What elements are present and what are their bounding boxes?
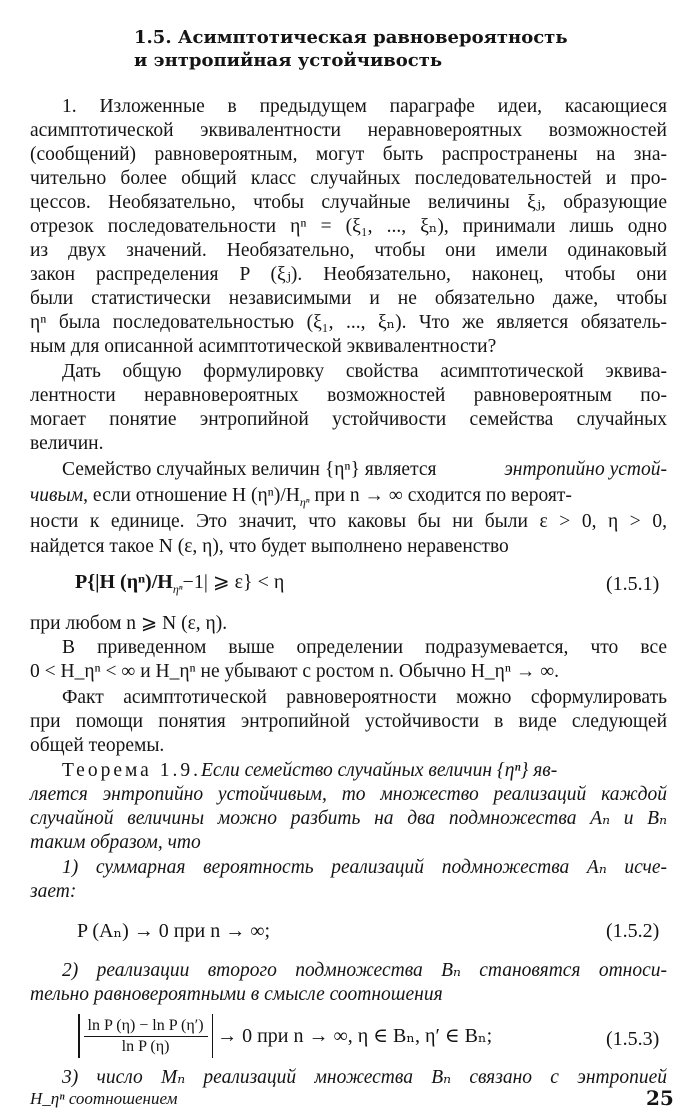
fraction-numerator: ln P (η) − ln P (η′) bbox=[84, 1018, 208, 1037]
paragraph-1-line-1: 1. Изложенные в предыдущем параграфе идеи, касающиеся bbox=[62, 96, 667, 117]
equation-number-1-5-3: (1.5.3) bbox=[606, 1028, 660, 1050]
theorem-label: Теорема 1.9. bbox=[62, 760, 201, 781]
paragraph-2-line-4: величин. bbox=[30, 433, 104, 454]
paragraph-3-line-1-text: Семейство случайных величин {ηⁿ} является bbox=[62, 459, 437, 480]
section-title-line-2: и энтропийная устойчивость bbox=[134, 50, 443, 71]
theorem-line-4: таким образом, что bbox=[30, 832, 201, 853]
theorem-line-2: ляется энтропийно устойчивым, то множество реализаций каждой bbox=[30, 784, 667, 805]
paragraph-1-line-3: (сообщений) равновероятным, могут быть распространены на зна- bbox=[30, 144, 667, 165]
section-title-line-1: 1.5. Асимптотическая равновероятность bbox=[134, 27, 568, 48]
page-number: 25 bbox=[646, 1086, 674, 1110]
paragraph-2-line-2: лентности неравновероятных возможностей равновероятным по- bbox=[30, 385, 667, 406]
paragraph-1-line-9: были статистически независимыми и не обязательно даже, чтобы bbox=[30, 288, 667, 309]
equation-number-1-5-1: (1.5.1) bbox=[606, 573, 660, 595]
paragraph-1-line-7: из двух значений. Необязательно, чтобы они имели одинаковый bbox=[30, 240, 667, 261]
equation-1-5-3-fraction bbox=[84, 1018, 208, 1055]
paragraph-3-ratio: , если отношение H (ηⁿ)/H bbox=[83, 485, 300, 506]
after-equation-1-text: при любом n ⩾ N (ε, η). bbox=[30, 613, 228, 634]
equation-1-5-3-right: → 0 при n → ∞, η ∈ Bₙ, η′ ∈ Bₙ; bbox=[217, 1025, 493, 1047]
theorem-line-1 bbox=[62, 761, 667, 781]
paragraph-2-line-1: Дать общую формулировку свойства асимптотической эквива- bbox=[62, 361, 667, 382]
paragraph-5-line-3: общей теоремы. bbox=[30, 735, 165, 756]
paragraph-5-line-2: при помощи понятия энтропийной устойчивости в виде следующей bbox=[30, 711, 667, 732]
paragraph-1-line-4: чительно более общий класс случайных последовательностей и про- bbox=[30, 168, 667, 189]
item-1-line-1: 1) суммарная вероятность реализаций подмножества Aₙ исче- bbox=[62, 857, 667, 878]
paragraph-3-line-1 bbox=[62, 460, 667, 480]
theorem-text-1: Если семейство случайных величин {ηⁿ} яв- bbox=[200, 760, 558, 781]
equation-1-5-1-right: −1| ⩾ ε} < η bbox=[182, 571, 285, 593]
paragraph-3-term: энтропийно устой- bbox=[504, 459, 667, 480]
equation-number-1-5-2: (1.5.2) bbox=[606, 920, 660, 942]
paragraph-1-line-10: ηⁿ была последовательностью (ξ₁, ..., ξₙ). Что же является обязатель- bbox=[30, 312, 667, 333]
equation-1-5-2: P (Aₙ) → 0 при n → ∞; bbox=[77, 920, 271, 942]
fraction-denominator: ln P (η) bbox=[121, 1037, 170, 1055]
paragraph-3-term-end: чивым bbox=[30, 485, 84, 506]
item-3-line-1: 3) число Mₙ реализаций множества Bₙ связано с энтропией bbox=[62, 1067, 667, 1088]
paragraph-1-line-2: асимптотической эквивалентности неравновероятных возможностей bbox=[30, 120, 667, 141]
equation-1-5-1-left: P{|H (ηⁿ)/H bbox=[75, 571, 173, 593]
paragraph-2-line-3: могает понятие энтропийной устойчивости семейства случайных bbox=[30, 409, 667, 430]
paragraph-5-line-1: Факт асимптотической равновероятности можно сформулировать bbox=[62, 687, 667, 708]
paragraph-3-line-3: ности к единице. Это значит, что каковы бы ни были ε > 0, η > 0, bbox=[30, 511, 667, 532]
theorem-line-3: случайной величины можно разбить на два подмножества Aₙ и Bₙ bbox=[30, 808, 667, 829]
item-3-line-2: H_ηⁿ соотношением bbox=[30, 1089, 178, 1108]
paragraph-1-line-6: отрезок последовательности ηⁿ = (ξ₁, ..., ξₙ), принимали лишь одно bbox=[30, 216, 667, 237]
item-2-line-1: 2) реализации второго подмножества Bₙ становятся относи- bbox=[62, 960, 667, 981]
item-2-line-2: тельно равновероятными в смысле соотношения bbox=[30, 984, 443, 1005]
paragraph-4-line-2: 0 < H_ηⁿ < ∞ и H_ηⁿ не убывают с ростом n. Обычно H_ηⁿ → ∞. bbox=[30, 661, 560, 682]
abs-bar-left bbox=[78, 1014, 80, 1058]
equation-1-5-3 bbox=[74, 1014, 492, 1058]
paragraph-1-line-11: ным для описанной асимптотической эквивалентности? bbox=[30, 336, 497, 357]
paragraph-3-limit: при n → ∞ сходится по вероят- bbox=[309, 485, 572, 506]
paragraph-4-line-1: В приведенном выше определении подразумевается, что все bbox=[62, 637, 667, 658]
paragraph-1-line-5: цессов. Необязательно, чтобы случайные величины ξⱼ, образующие bbox=[30, 192, 667, 213]
abs-bar-right bbox=[212, 1014, 214, 1058]
item-1-line-2: зает: bbox=[30, 881, 77, 902]
paragraph-1-line-8: закон распределения P (ξⱼ). Необязательно, наконец, чтобы они bbox=[30, 264, 667, 285]
paragraph-3-line-2: чивым, если отношение H $(\eta^n)/H_{\eta^n}$ при n → ∞ сходится по вероят- bbox=[30, 485, 572, 509]
paragraph-3-line-4: найдется такое N (ε, η), что будет выполнено неравенство bbox=[30, 536, 509, 557]
equation-1-5-1: P{|H $(\eta^n)/H_{\eta^n}-1|$ ⩾ ε} < η bbox=[75, 571, 285, 596]
